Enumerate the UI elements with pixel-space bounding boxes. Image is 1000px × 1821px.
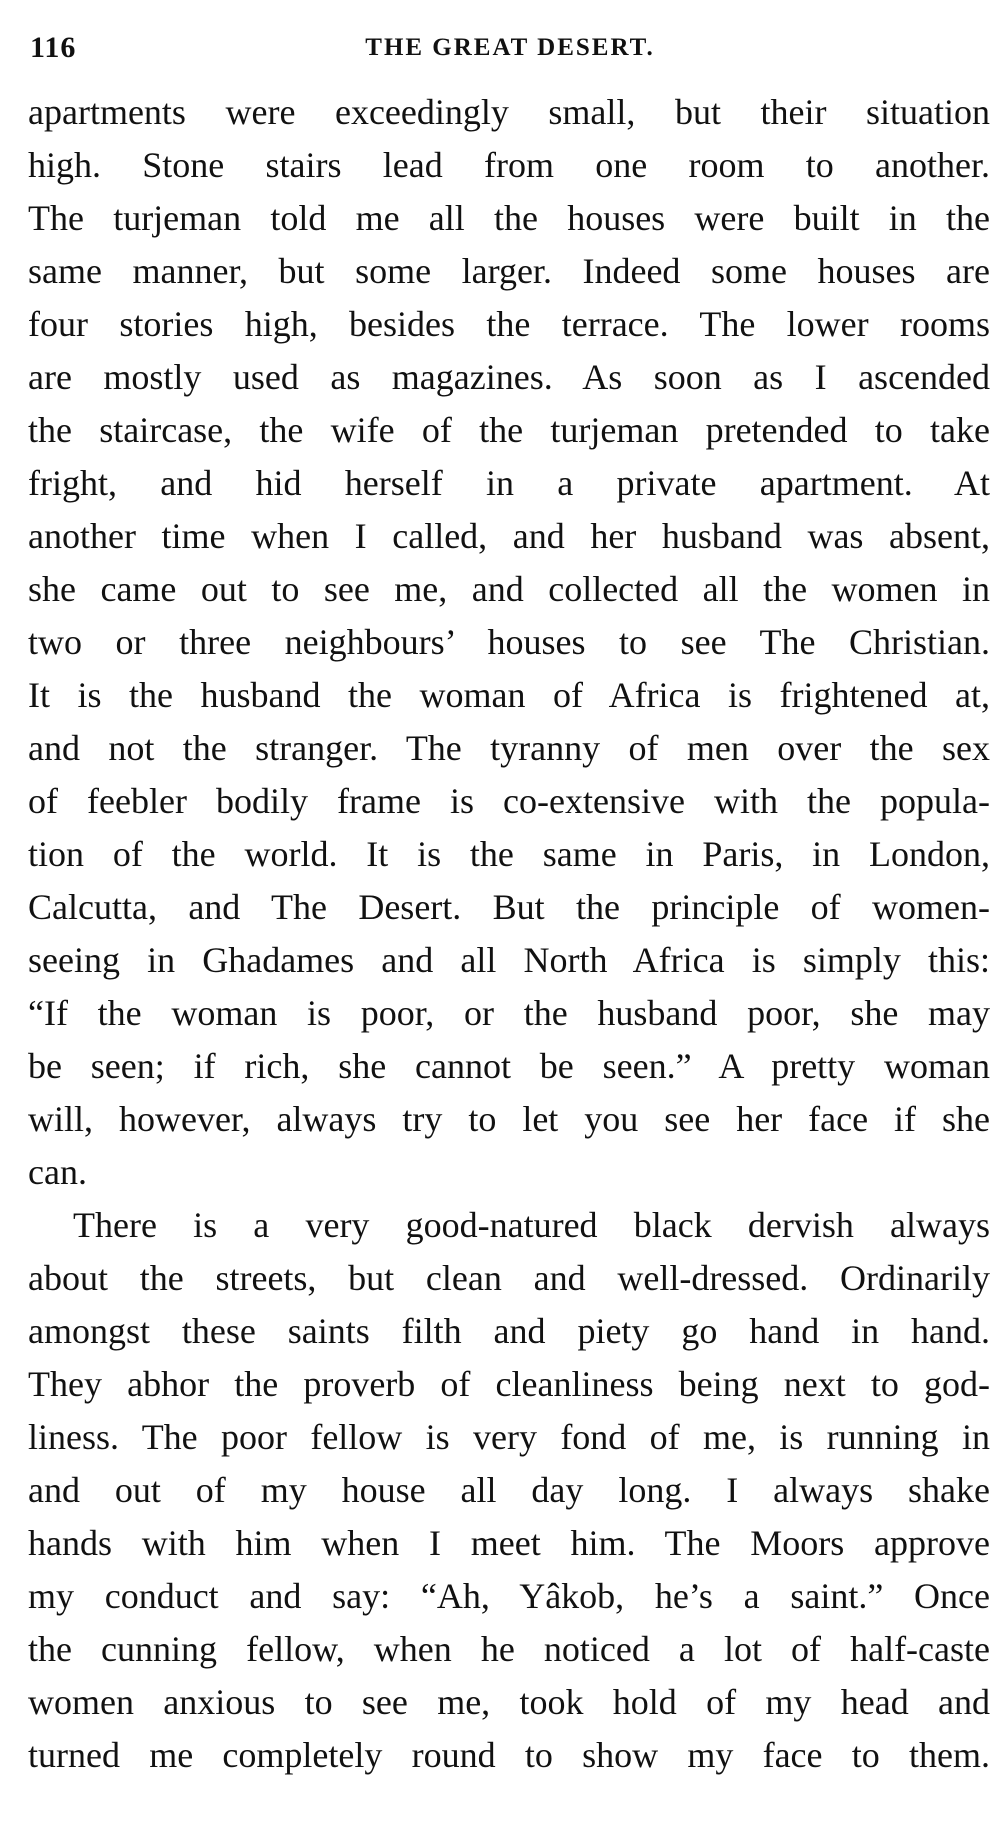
text-line: the staircase, the wife of the turjeman pretended to take xyxy=(28,410,990,450)
text-line: my conduct and say: “Ah, Yâkob, he’s a saint.” Once xyxy=(28,1576,990,1616)
page-header xyxy=(30,26,990,70)
text-line: the cunning fellow, when he noticed a lot of half-caste xyxy=(28,1629,990,1669)
text-line: same manner, but some larger. Indeed some houses are xyxy=(28,251,990,291)
text-line: about the streets, but clean and well-dressed. Ordinarily xyxy=(28,1258,990,1298)
text-line: be seen; if rich, she cannot be seen.” A pretty woman xyxy=(28,1046,990,1086)
text-line: turned me completely round to show my face to them. xyxy=(28,1735,990,1775)
text-line: It is the husband the woman of Africa is frightened at, xyxy=(28,675,990,715)
text-line: liness. The poor fellow is very fond of me, is running in xyxy=(28,1417,990,1457)
text-line: There is a very good-natured black dervish always xyxy=(73,1205,990,1245)
text-line: apartments were exceedingly small, but their situation xyxy=(28,92,990,132)
text-line: The turjeman told me all the houses were built in the xyxy=(28,198,990,238)
text-line: They abhor the proverb of cleanliness being next to god- xyxy=(28,1364,990,1404)
text-line: and not the stranger. The tyranny of men over the sex xyxy=(28,728,990,768)
text-line: another time when I called, and her husband was absent, xyxy=(28,516,990,556)
text-line: “If the woman is poor, or the husband poor, she may xyxy=(28,993,990,1033)
text-line: hands with him when I meet him. The Moors approve xyxy=(28,1523,990,1563)
body-text xyxy=(28,86,990,1782)
text-line: amongst these saints filth and piety go hand in hand. xyxy=(28,1311,990,1351)
text-line: will, however, always try to let you see her face if she xyxy=(28,1099,990,1139)
text-line: and out of my house all day long. I always shake xyxy=(28,1470,990,1510)
text-line: are mostly used as magazines. As soon as I ascended xyxy=(28,357,990,397)
running-title: THE GREAT DESERT. xyxy=(365,34,655,61)
text-line: four stories high, besides the terrace. The lower rooms xyxy=(28,304,990,344)
text-line: seeing in Ghadames and all North Africa is simply this: xyxy=(28,940,990,980)
text-line: can. xyxy=(28,1152,87,1192)
page-number: 116 xyxy=(30,31,77,64)
text-line: Calcutta, and The Desert. But the principle of women- xyxy=(28,887,990,927)
paragraph xyxy=(28,1199,990,1782)
text-line: women anxious to see me, took hold of my head and xyxy=(28,1682,990,1722)
text-line: tion of the world. It is the same in Paris, in London, xyxy=(28,834,990,874)
text-line: high. Stone stairs lead from one room to another. xyxy=(28,145,990,185)
text-line: of feebler bodily frame is co-extensive with the popula- xyxy=(28,781,990,821)
paragraph xyxy=(28,86,990,1199)
text-line: two or three neighbours’ houses to see The Christian. xyxy=(28,622,990,662)
text-line: fright, and hid herself in a private apartment. At xyxy=(28,463,990,503)
text-line: she came out to see me, and collected all the women in xyxy=(28,569,990,609)
